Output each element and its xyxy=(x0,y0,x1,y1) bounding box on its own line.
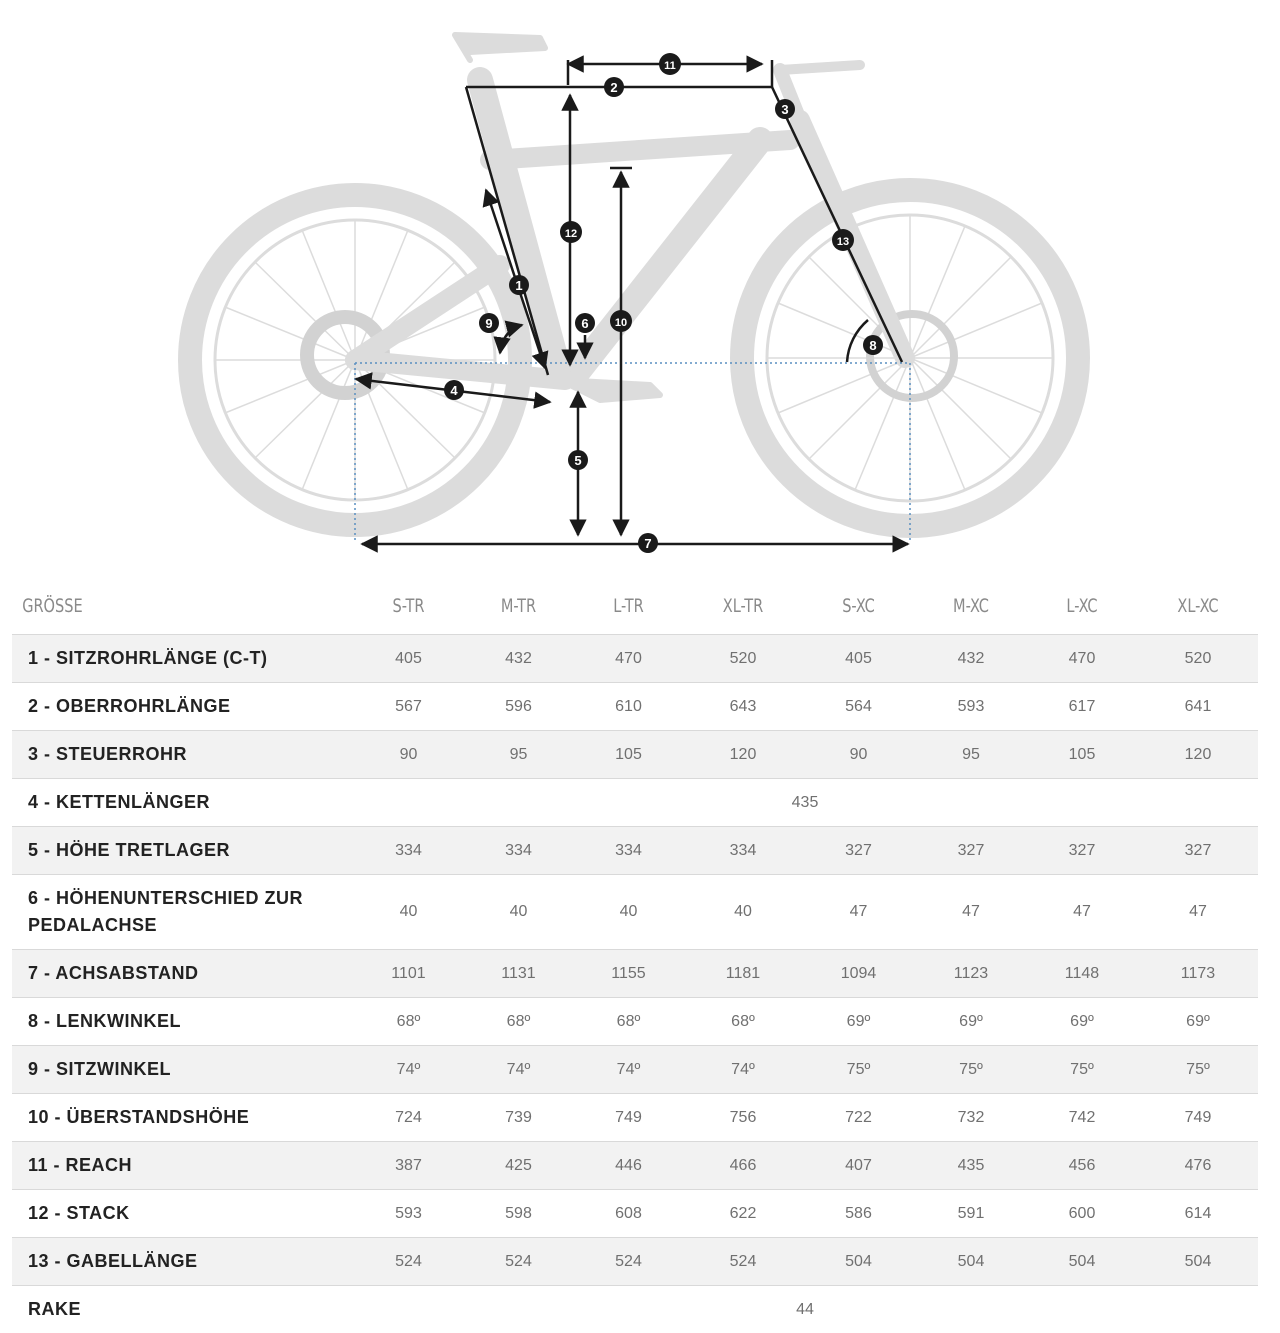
value-cell: 334 xyxy=(465,827,572,875)
svg-text:7: 7 xyxy=(644,536,651,551)
value-cell: 593 xyxy=(352,1190,465,1238)
table-body xyxy=(12,635,1258,1333)
value-cell: 446 xyxy=(572,1142,685,1190)
value-cell: 504 xyxy=(1026,1238,1138,1286)
value-cell: 470 xyxy=(572,635,685,683)
value-cell: 75º xyxy=(1026,1046,1138,1094)
value-cell: 598 xyxy=(465,1190,572,1238)
row-label: 2 - OBERROHRLÄNGE xyxy=(12,683,352,731)
value-cell: 40 xyxy=(685,875,801,950)
row-label: 11 - REACH xyxy=(12,1142,352,1190)
value-cell: 405 xyxy=(352,635,465,683)
table-row xyxy=(12,950,1258,998)
value-cell: 120 xyxy=(685,731,801,779)
value-cell: 600 xyxy=(1026,1190,1138,1238)
size-header: L-TR xyxy=(580,578,676,635)
value-cell: 749 xyxy=(1138,1094,1258,1142)
value-cell: 120 xyxy=(1138,731,1258,779)
value-cell: 564 xyxy=(801,683,916,731)
value-cell: 75º xyxy=(1138,1046,1258,1094)
value-cell: 432 xyxy=(465,635,572,683)
value-cell: 1131 xyxy=(465,950,572,998)
value-cell: 435 xyxy=(916,1142,1026,1190)
value-cell: 68º xyxy=(352,998,465,1046)
value-cell: 1173 xyxy=(1138,950,1258,998)
row-label: RAKE xyxy=(12,1286,352,1333)
callout-5 xyxy=(568,450,588,470)
row-label: 8 - LENKWINKEL xyxy=(12,998,352,1046)
value-cell: 74º xyxy=(572,1046,685,1094)
value-cell: 327 xyxy=(1138,827,1258,875)
value-cell: 47 xyxy=(916,875,1026,950)
value-cell: 593 xyxy=(916,683,1026,731)
value-cell: 334 xyxy=(685,827,801,875)
value-cell: 432 xyxy=(916,635,1026,683)
callout-8 xyxy=(863,335,883,355)
value-cell: 524 xyxy=(685,1238,801,1286)
value-cell: 74º xyxy=(465,1046,572,1094)
row-label: 7 - ACHSABSTAND xyxy=(12,950,352,998)
row-label: 13 - GABELLÄNGE xyxy=(12,1238,352,1286)
svg-text:8: 8 xyxy=(869,338,876,353)
row-label: 10 - ÜBERSTANDSHÖHE xyxy=(12,1094,352,1142)
value-cell: 68º xyxy=(465,998,572,1046)
value-cell: 466 xyxy=(685,1142,801,1190)
value-cell: 756 xyxy=(685,1094,801,1142)
table-row xyxy=(12,1046,1258,1094)
value-cell: 724 xyxy=(352,1094,465,1142)
svg-text:5: 5 xyxy=(574,453,581,468)
value-cell: 47 xyxy=(1138,875,1258,950)
table-row xyxy=(12,683,1258,731)
size-header: S-XC xyxy=(810,578,908,635)
svg-text:1: 1 xyxy=(515,278,522,293)
merged-value-cell: 44 xyxy=(352,1286,1258,1333)
callout-11 xyxy=(659,53,681,75)
size-header: M-XC xyxy=(924,578,1018,635)
callout-3 xyxy=(775,99,795,119)
value-cell: 1094 xyxy=(801,950,916,998)
value-cell: 68º xyxy=(685,998,801,1046)
value-cell: 643 xyxy=(685,683,801,731)
svg-text:10: 10 xyxy=(615,317,627,329)
value-cell: 105 xyxy=(572,731,685,779)
svg-text:6: 6 xyxy=(581,316,588,331)
value-cell: 524 xyxy=(572,1238,685,1286)
row-label: 3 - STEUERROHR xyxy=(12,731,352,779)
table-row xyxy=(12,1238,1258,1286)
value-cell: 74º xyxy=(685,1046,801,1094)
size-header: L-XC xyxy=(1034,578,1129,635)
callout-1 xyxy=(509,275,529,295)
bike-geometry-diagram xyxy=(0,0,1280,560)
table-row xyxy=(12,875,1258,950)
value-cell: 749 xyxy=(572,1094,685,1142)
value-cell: 608 xyxy=(572,1190,685,1238)
svg-text:2: 2 xyxy=(610,80,617,95)
value-cell: 1155 xyxy=(572,950,685,998)
svg-text:3: 3 xyxy=(781,102,788,117)
value-cell: 524 xyxy=(352,1238,465,1286)
value-cell: 504 xyxy=(1138,1238,1258,1286)
value-cell: 75º xyxy=(801,1046,916,1094)
table-row xyxy=(12,998,1258,1046)
row-label: 4 - KETTENLÄNGER xyxy=(12,779,352,827)
value-cell: 334 xyxy=(352,827,465,875)
callout-6 xyxy=(575,313,595,333)
value-cell: 596 xyxy=(465,683,572,731)
callout-7 xyxy=(638,533,658,553)
value-cell: 90 xyxy=(352,731,465,779)
svg-text:4: 4 xyxy=(450,383,458,398)
value-cell: 520 xyxy=(1138,635,1258,683)
value-cell: 69º xyxy=(1138,998,1258,1046)
callout-10 xyxy=(610,310,632,332)
merged-value-cell: 435 xyxy=(352,779,1258,827)
value-cell: 387 xyxy=(352,1142,465,1190)
bike-silhouette xyxy=(190,35,1078,526)
row-label: 1 - SITZROHRLÄNGE (C-T) xyxy=(12,635,352,683)
value-cell: 742 xyxy=(1026,1094,1138,1142)
value-cell: 327 xyxy=(916,827,1026,875)
value-cell: 47 xyxy=(1026,875,1138,950)
value-cell: 74º xyxy=(352,1046,465,1094)
row-label: 6 - HÖHENUNTERSCHIED ZUR PEDALACHSE xyxy=(12,875,352,950)
value-cell: 591 xyxy=(916,1190,1026,1238)
value-cell: 105 xyxy=(1026,731,1138,779)
value-cell: 617 xyxy=(1026,683,1138,731)
table-row xyxy=(12,1190,1258,1238)
size-header: XL-TR xyxy=(694,578,793,635)
value-cell: 586 xyxy=(801,1190,916,1238)
value-cell: 68º xyxy=(572,998,685,1046)
callout-13 xyxy=(832,229,854,251)
value-cell: 524 xyxy=(465,1238,572,1286)
row-label: 12 - STACK xyxy=(12,1190,352,1238)
value-cell: 425 xyxy=(465,1142,572,1190)
value-cell: 40 xyxy=(572,875,685,950)
callout-4 xyxy=(444,380,464,400)
callout-12 xyxy=(560,221,582,243)
svg-text:12: 12 xyxy=(565,228,577,240)
value-cell: 641 xyxy=(1138,683,1258,731)
value-cell: 75º xyxy=(916,1046,1026,1094)
value-cell: 95 xyxy=(916,731,1026,779)
value-cell: 405 xyxy=(801,635,916,683)
value-cell: 476 xyxy=(1138,1142,1258,1190)
value-cell: 47 xyxy=(801,875,916,950)
callout-2 xyxy=(604,77,624,97)
value-cell: 470 xyxy=(1026,635,1138,683)
value-cell: 327 xyxy=(1026,827,1138,875)
value-cell: 90 xyxy=(801,731,916,779)
table-row xyxy=(12,635,1258,683)
value-cell: 614 xyxy=(1138,1190,1258,1238)
table-row xyxy=(12,827,1258,875)
table-row xyxy=(12,1094,1258,1142)
header-row xyxy=(12,578,1258,635)
value-cell: 334 xyxy=(572,827,685,875)
svg-text:11: 11 xyxy=(664,60,676,72)
value-cell: 1148 xyxy=(1026,950,1138,998)
row-label: 9 - SITZWINKEL xyxy=(12,1046,352,1094)
value-cell: 504 xyxy=(916,1238,1026,1286)
value-cell: 1123 xyxy=(916,950,1026,998)
table-row xyxy=(12,731,1258,779)
size-header: M-TR xyxy=(473,578,564,635)
value-cell: 69º xyxy=(801,998,916,1046)
size-header-label: GRÖSSE xyxy=(12,578,301,635)
value-cell: 69º xyxy=(1026,998,1138,1046)
svg-text:13: 13 xyxy=(837,236,849,248)
geometry-table xyxy=(12,578,1258,1333)
value-cell: 722 xyxy=(801,1094,916,1142)
row-label: 5 - HÖHE TRETLAGER xyxy=(12,827,352,875)
value-cell: 732 xyxy=(916,1094,1026,1142)
value-cell: 407 xyxy=(801,1142,916,1190)
value-cell: 456 xyxy=(1026,1142,1138,1190)
value-cell: 520 xyxy=(685,635,801,683)
value-cell: 1181 xyxy=(685,950,801,998)
value-cell: 610 xyxy=(572,683,685,731)
value-cell: 504 xyxy=(801,1238,916,1286)
value-cell: 622 xyxy=(685,1190,801,1238)
value-cell: 1101 xyxy=(352,950,465,998)
size-header: XL-XC xyxy=(1147,578,1249,635)
value-cell: 95 xyxy=(465,731,572,779)
size-header: S-TR xyxy=(360,578,456,635)
table-row xyxy=(12,1142,1258,1190)
svg-text:9: 9 xyxy=(485,316,492,331)
value-cell: 327 xyxy=(801,827,916,875)
value-cell: 739 xyxy=(465,1094,572,1142)
value-cell: 40 xyxy=(352,875,465,950)
value-cell: 40 xyxy=(465,875,572,950)
value-cell: 69º xyxy=(916,998,1026,1046)
value-cell: 567 xyxy=(352,683,465,731)
table-row xyxy=(12,1286,1258,1333)
table-row xyxy=(12,779,1258,827)
callout-9 xyxy=(479,313,499,333)
